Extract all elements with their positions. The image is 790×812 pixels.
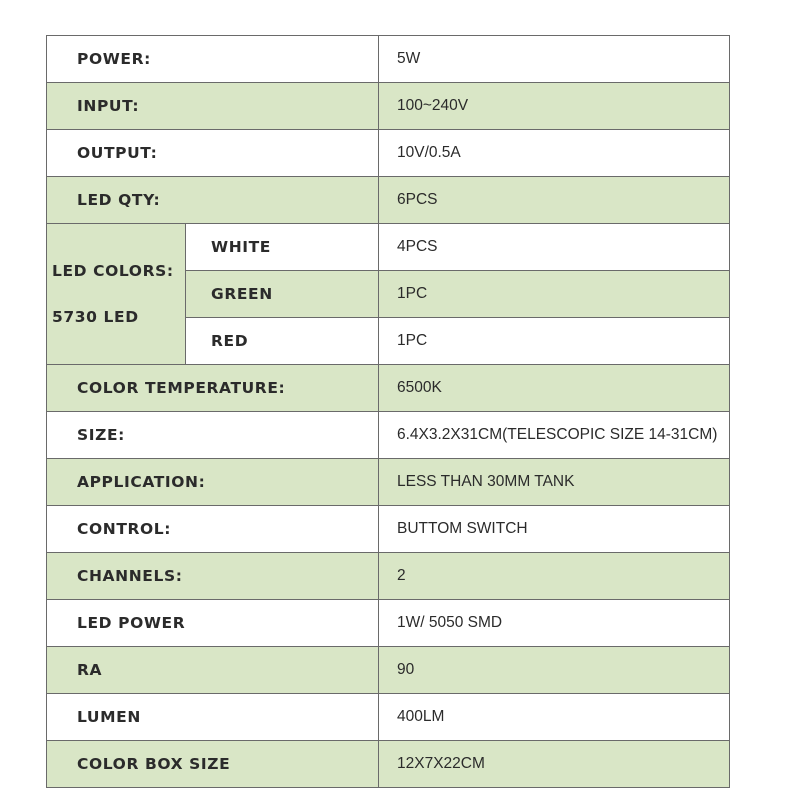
spec-label: COLOR TEMPERATURE: [47,365,379,412]
table-row [47,365,730,412]
led-color-value: 1PC [379,271,730,318]
table-row [47,130,730,177]
spec-value: 6500K [379,365,730,412]
led-color-name: GREEN [186,271,379,318]
led-colors-group-label [47,224,186,365]
spec-value: LESS THAN 30MM TANK [379,459,730,506]
spec-value: 5W [379,36,730,83]
table-row [47,553,730,600]
spec-value: 1W/ 5050 SMD [379,600,730,647]
led-color-name: RED [186,318,379,365]
spec-label: LUMEN [47,694,379,741]
spec-value: 6.4X3.2X31CM(TELESCOPIC SIZE 14-31CM) [379,412,730,459]
led-color-value: 1PC [379,318,730,365]
table-row [47,224,730,271]
table-row [47,600,730,647]
spec-label: APPLICATION: [47,459,379,506]
spec-value: 6PCS [379,177,730,224]
table-row [47,412,730,459]
spec-label: RA [47,647,379,694]
led-color-value: 4PCS [379,224,730,271]
spec-label: COLOR BOX SIZE [47,741,379,788]
spec-table [46,35,730,788]
spec-label: CHANNELS: [47,553,379,600]
spec-label: POWER: [47,36,379,83]
table-row [47,36,730,83]
table-row [47,506,730,553]
led-color-name: WHITE [186,224,379,271]
spec-label: INPUT: [47,83,379,130]
spec-label: OUTPUT: [47,130,379,177]
spec-label: SIZE: [47,412,379,459]
spec-value: 100~240V [379,83,730,130]
table-row [47,647,730,694]
spec-label: LED POWER [47,600,379,647]
spec-value: BUTTOM SWITCH [379,506,730,553]
spec-value: 10V/0.5A [379,130,730,177]
table-row [47,459,730,506]
spec-label: LED QTY: [47,177,379,224]
table-row [47,177,730,224]
spec-value: 400LM [379,694,730,741]
led-colors-label: LED COLORS: [52,262,174,280]
table-row [47,694,730,741]
table-row [47,83,730,130]
led-type-label: 5730 LED [52,308,139,326]
spec-value: 12X7X22CM [379,741,730,788]
spec-value: 90 [379,647,730,694]
spec-value: 2 [379,553,730,600]
spec-label: CONTROL: [47,506,379,553]
table-row [47,741,730,788]
